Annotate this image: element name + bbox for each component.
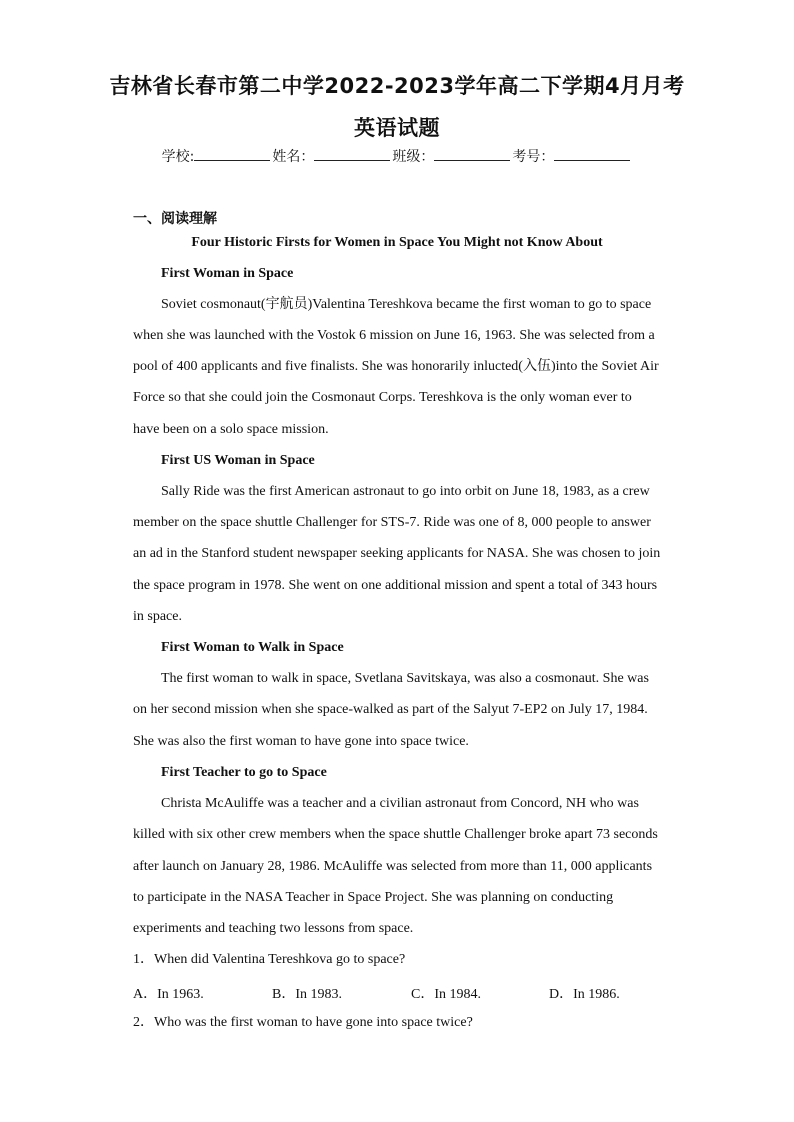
paragraph-line: in space. [133,609,182,624]
school-blank[interactable] [194,147,270,161]
heading-first-teacher: First Teacher to go to Space [161,765,327,780]
paragraph-line: an ad in the Stanford student newspaper seeking applicants for NASA. She was chosen to join [133,546,661,561]
exam-title: 吉林省长春市第二中学2022-2023学年高二下学期4月月考 [109,74,685,98]
exam-subtitle: 英语试题 [354,116,440,140]
number-blank[interactable] [554,147,630,161]
paragraph-line: experiments and teaching two lessons from space. [133,921,414,936]
name-blank[interactable] [314,147,390,161]
paragraph-line: the space program in 1978. She went on one additional mission and spent a total of 343 hours [133,578,658,593]
student-info-row [0,146,794,166]
paragraph-line: Christa McAuliffe was a teacher and a civilian astronaut from Concord, NH who was [161,796,639,811]
paragraph-line: on her second mission when she space-walked as part of the Salyut 7-EP2 on July 17, 1984. [133,702,648,717]
question-1-option-a[interactable]: A．In 1963. [133,987,204,1002]
paragraph-line: Soviet cosmonaut(宇航员)Valentina Tereshkova became the first woman to go to space [161,297,652,312]
paragraph-line: to participate in the NASA Teacher in Space Project. She was planning on conducting [133,890,614,905]
passage-title: Four Historic Firsts for Women in Space You Might not Know About [191,235,603,250]
number-label: 考号： [512,149,555,165]
heading-first-woman: First Woman in Space [161,266,294,281]
question-1-option-d[interactable]: D．In 1986. [549,987,620,1002]
heading-first-us-woman: First US Woman in Space [161,453,315,468]
paragraph-line: Sally Ride was the first American astronaut to go into orbit on June 18, 1983, as a crew [161,484,650,499]
name-label: 姓名： [272,149,315,165]
class-label: 班级： [392,149,435,165]
paragraph-line: pool of 400 applicants and five finalists. She was honorarily inlucted(入伍)into the Soviet Air [133,359,659,374]
question-1-stem: 1．When did Valentina Tereshkova go to space? [133,952,406,967]
paragraph-line: when she was launched with the Vostok 6 mission on June 16, 1963. She was selected from a [133,328,655,343]
paragraph-line: member on the space shuttle Challenger for STS-7. Ride was one of 8, 000 people to answer [133,515,651,530]
school-label: 学校: [161,149,195,165]
question-2-stem: 2．Who was the first woman to have gone into space twice? [133,1015,473,1030]
question-1-option-b[interactable]: B．In 1983. [272,987,342,1002]
paragraph-line: have been on a solo space mission. [133,422,329,437]
section-title: 一、阅读理解 [133,211,217,227]
class-blank[interactable] [434,147,510,161]
paragraph-line: killed with six other crew members when the space shuttle Challenger broke apart 73 seconds [133,827,658,842]
question-1-option-c[interactable]: C．In 1984. [411,987,481,1002]
paragraph-line: The first woman to walk in space, Svetlana Savitskaya, was also a cosmonaut. She was [161,671,649,686]
paragraph-line: She was also the first woman to have gone into space twice. [133,734,469,749]
paragraph-line: after launch on January 28, 1986. McAuliffe was selected from more than 11, 000 applicants [133,859,653,874]
heading-first-walk: First Woman to Walk in Space [161,640,344,655]
paragraph-line: Force so that she could join the Cosmonaut Corps. Tereshkova is the only woman ever to [133,390,632,405]
